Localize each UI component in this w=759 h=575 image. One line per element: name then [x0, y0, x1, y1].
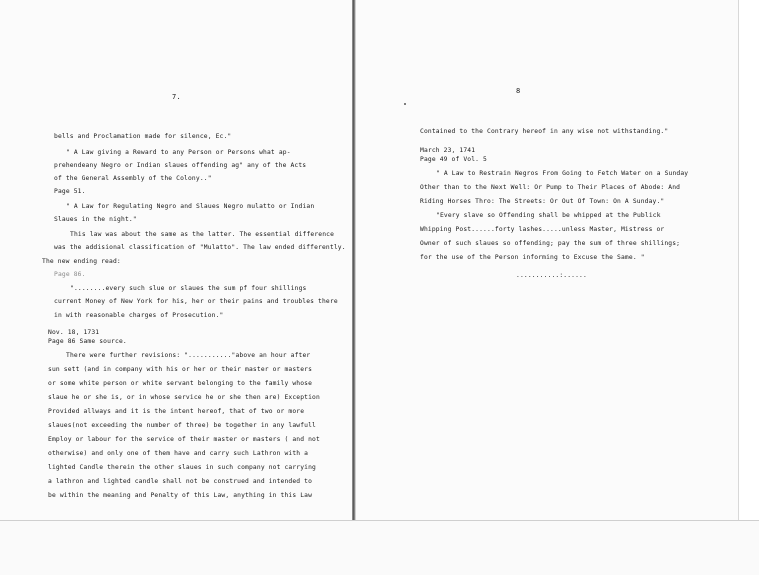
text-line: Nov. 18, 1731	[48, 329, 100, 336]
scan-margin	[738, 0, 759, 574]
text-line: Provided allways and it is the intent hereof, that of two or more	[48, 408, 305, 415]
text-line: Page 86 Same source.	[48, 338, 127, 345]
text-line: otherwise) and only one of them have and carry such Lathron with a	[48, 450, 309, 457]
text-line: Slaues in the night."	[54, 216, 137, 223]
text-line: be within the meaning and Penalty of this Law, anything in this Law	[48, 492, 313, 499]
text-line: Page 49 of Vol. 5	[420, 156, 487, 163]
text-line: This law was about the same as the latter. The essential difference	[70, 231, 335, 238]
text-line: sun sett (and in company with his or her or their master or masters	[48, 366, 313, 373]
text-line: slaues(not exceeding the number of three) be together in any lawfull	[48, 422, 316, 429]
text-line: Whipping Post......forty lashes.....unless Master, Mistress or	[420, 226, 665, 233]
right-page	[355, 0, 740, 520]
scan-speck	[404, 103, 406, 105]
text-line: March 23, 1741	[420, 147, 476, 154]
left-page-number: 7.	[172, 93, 182, 101]
text-line: Page 51.	[54, 188, 86, 195]
text-line: ...........:......	[516, 272, 587, 279]
text-line: Contained to the Contrary hereof in any wise not withstanding."	[420, 128, 669, 135]
text-line: "Every slave so Offending shall be whipped at the Publick	[436, 212, 661, 219]
text-line: for the use of the Person informing to Excuse the Same. "	[420, 254, 645, 261]
text-line: Riding Horses Thro: The Streets: Or Out Of Town: On A Sunday."	[420, 198, 665, 205]
text-line: a lathron and lighted candle shall not be construed and intended to	[48, 478, 313, 485]
text-line: slaue he or she is, or in whose service he or she then are) Exception	[48, 394, 320, 401]
text-line: in with reasonable charges of Prosecution."	[54, 312, 224, 319]
text-line: Other than to the Next Well: Or Pump to Their Places of Abode: And	[420, 184, 681, 191]
left-page	[0, 0, 354, 520]
text-line: or some white person or white servant belonging to the family whose	[48, 380, 313, 387]
text-line: bells and Proclamation made for silence, Ec."	[54, 133, 232, 140]
scan-bottom-margin	[0, 520, 759, 575]
text-line: Owner of such slaues so offending; pay the sum of three shillings;	[420, 240, 681, 247]
text-line: " A Law giving a Reward to any Person or Persons what ap-	[66, 149, 291, 156]
text-line: " A Law for Regulating Negro and Slaues Negro mulatto or Indian	[66, 203, 315, 210]
text-line: Employ or labour for the service of their master or masters ( and not	[48, 436, 320, 443]
text-line: lighted Candle therein the other slaues in such company not carrying	[48, 464, 316, 471]
text-line: "........every such slue or slaues the sum pf four shillings	[70, 285, 307, 292]
text-line: There were further revisions: "..........."above an hour after	[66, 352, 311, 359]
right-page-number: 8	[516, 87, 521, 95]
text-line: current Money of New York for his, her or their pains and troubles there	[54, 298, 338, 305]
text-line: " A Law to Restrain Negros From Going to Fetch Water on a Sunday	[436, 170, 689, 177]
text-line: was the addisional classification of "Mulatto". The law ended differently.	[54, 244, 346, 251]
text-line: The new ending read:	[42, 258, 121, 265]
text-line: prehendeany Negro or Indian slaues offending ag" any of the Acts	[54, 162, 307, 169]
text-line: of the General Assembly of the Colony.."	[54, 175, 212, 182]
text-line: Page 86.	[54, 271, 86, 278]
